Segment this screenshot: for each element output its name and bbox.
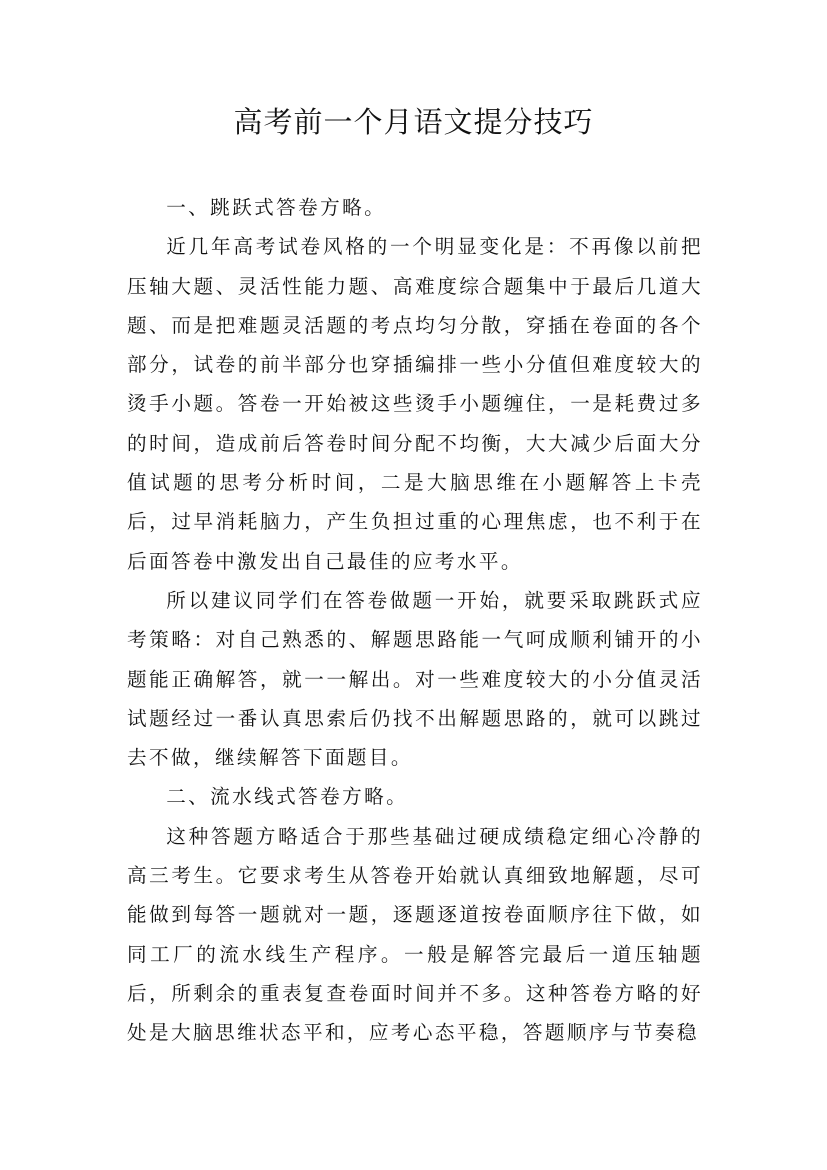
paragraph-3: 这种答题方略适合于那些基础过硬成绩稳定细心冷静的高三考生。它要求考生从答卷开始就认真细致地解题，尽可能做到每答一题就对一题，逐题逐道按卷面顺序往下做，如同工厂的流水线生产程序。一般是解答完最后一道压轴题后，所剩余的重表复查卷面时间并不多。这种答卷方略的好处是大脑思维状态平和，应考心态平稳，答题顺序与节奏稳 (127, 824, 703, 1045)
section-heading-1: 一、跳跃式答卷方略。 (166, 196, 387, 219)
paragraph-1: 近几年高考试卷风格的一个明显变化是：不再像以前把压轴大题、灵活性能力题、高难度综合题集中于最后几道大题、而是把难题灵活题的考点均匀分散，穿插在卷面的各个部分，试卷的前半部分也穿插编排一些小分值但难度较大的烫手小题。答卷一开始被这些烫手小题缠住，一是耗费过多的时间，造成前后答卷时间分配不均衡，大大减少后面大分值试题的思考分析时间，二是大脑思维在小题解答上卡壳后，过早消耗脑力，产生负担过重的心理焦虑，也不利于在后面答卷中激发出自己最佳的应考水平。 (127, 235, 703, 573)
document-title: 高考前一个月语文提分技巧 (233, 105, 594, 139)
document-body (127, 188, 703, 1053)
section-heading-2: 二、流水线式答卷方略。 (166, 785, 409, 809)
paragraph-2: 所以建议同学们在答卷做题一开始，就要采取跳跃式应考策略：对自己熟悉的、解题思路能一气呵成顺利铺开的小题能正确解答，就一一解出。对一些难度较大的小分值灵活试题经过一番认真思索后仍找不出解题思路的，就可以跳过去不做，继续解答下面题目。 (127, 588, 703, 770)
